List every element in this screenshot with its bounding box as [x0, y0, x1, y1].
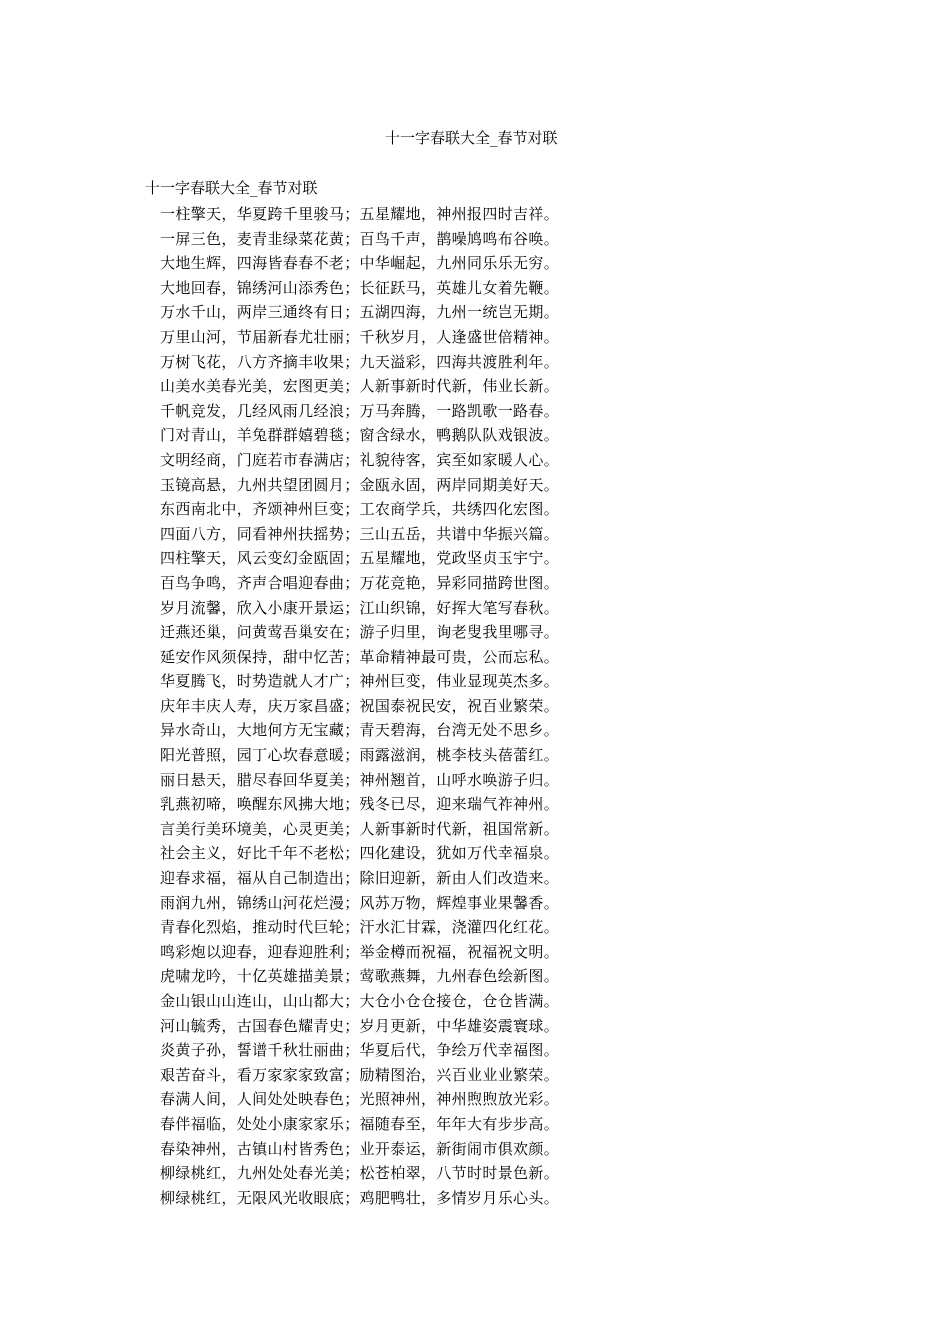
couplet-line: 言美行美环境美，心灵更美；人新事新时代新，祖国常新。: [160, 819, 560, 838]
couplet-line: 迁燕还巢，问黄莺吾巢安在；游子归里，询老叟我里哪寻。: [160, 623, 560, 642]
couplet-line: 虎啸龙吟，十亿英雄描美景；莺歌燕舞，九州春色绘新图。: [160, 967, 560, 986]
couplet-line: 柳绿桃红，九州处处春光美；松苍柏翠，八节时时景色新。: [160, 1164, 560, 1183]
couplet-line: 千帆竞发，几经风雨几经浪；万马奔腾，一路凯歌一路春。: [160, 401, 560, 420]
couplet-line: 丽日悬天，腊尽春回华夏美；神州翘首，山呼水唤游子归。: [160, 770, 560, 789]
couplet-line: 门对青山，羊兔群群嬉碧毯；窗含绿水，鸭鹅队队戏银波。: [160, 426, 560, 445]
couplet-line: 华夏腾飞，时势造就人才广；神州巨变，伟业显现英杰多。: [160, 672, 560, 691]
couplet-line: 青春化烈焰，推动时代巨轮；汗水汇甘霖，浇灌四化红花。: [160, 918, 560, 937]
couplet-line: 万里山河，节届新春尤壮丽；千秋岁月，人逢盛世倍精神。: [160, 327, 560, 346]
couplet-line: 文明经商，门庭若市春满店；礼貌待客，宾至如家暖人心。: [160, 450, 560, 469]
couplet-line: 异水奇山，大地何方无宝藏；青天碧海，台湾无处不思乡。: [160, 721, 560, 740]
couplet-line: 春伴福临，处处小康家家乐；福随春至，年年大有步步高。: [160, 1114, 560, 1133]
couplet-line: 艰苦奋斗，看万家家家致富；励精图治，兴百业业业繁荣。: [160, 1065, 560, 1084]
couplet-line: 雨润九州，锦绣山河花烂漫；风苏万物，辉煌事业果馨香。: [160, 893, 560, 912]
couplet-line: 春染神州，古镇山村皆秀色；业开泰运，新街闹市俱欢颜。: [160, 1139, 560, 1158]
couplet-line: 河山毓秀，古国春色耀青史；岁月更新，中华雄姿震寰球。: [160, 1016, 560, 1035]
couplet-line: 乳燕初啼，唤醒东风拂大地；残冬已尽，迎来瑞气祚神州。: [160, 795, 560, 814]
couplet-line: 四面八方，同看神州扶摇势；三山五岳，共谱中华振兴篇。: [160, 524, 560, 543]
couplet-line: 大地生辉，四海皆春春不老；中华崛起，九州同乐乐无穷。: [160, 254, 560, 273]
couplet-line: 山美水美春光美，宏图更美；人新事新时代新，伟业长新。: [160, 377, 560, 396]
couplet-line: 一柱擎天，华夏跨千里骏马；五星耀地，神州报四时吉祥。: [160, 205, 560, 223]
couplet-line: 万树飞花，八方齐摘丰收果；九天溢彩，四海共渡胜利年。: [160, 352, 560, 371]
couplet-line: 阳光普照，园丁心坎春意暖；雨露滋润，桃李枝头蓓蕾红。: [160, 746, 560, 765]
couplet-line: 延安作风须保持，甜中忆苦；革命精神最可贵，公而忘私。: [160, 647, 560, 666]
couplet-line: 金山银山山连山，山山都大；大仓小仓仓接仓，仓仓皆满。: [160, 992, 560, 1010]
couplet-line: 庆年丰庆人寿，庆万家昌盛；祝国泰祝民安，祝百业繁荣。: [160, 696, 560, 715]
couplet-line: 迎春求福，福从自己制造出；除旧迎新，新由人们改造来。: [160, 869, 560, 888]
section-heading: 十一字春联大全_春节对联: [145, 179, 318, 197]
couplet-list: [160, 202, 559, 1210]
couplet-line: 万水千山，两岸三通终有日；五湖四海，九州一统岂无期。: [160, 303, 560, 322]
couplet-line: 柳绿桃红，无限风光收眼底；鸡肥鸭壮，多情岁月乐心头。: [160, 1188, 560, 1207]
couplet-line: 一屏三色，麦青韭绿菜花黄；百鸟千声，鹊噪鸠鸣布谷唤。: [160, 229, 560, 248]
couplet-line: 大地回春，锦绣河山添秀色；长征跃马，英雄儿女着先鞭。: [160, 278, 560, 297]
couplet-line: 东西南北中，齐颂神州巨变；工农商学兵，共绣四化宏图。: [160, 500, 560, 519]
couplet-line: 四柱擎天，风云变幻金瓯固；五星耀地，党政坚贞玉宇宁。: [160, 549, 560, 568]
couplet-line: 春满人间，人间处处映春色；光照神州，神州煦煦放光彩。: [160, 1090, 560, 1109]
document-title: 十一字春联大全_春节对联: [385, 129, 558, 147]
couplet-line: 玉镜高悬，九州共望团圆月；金瓯永固，两岸同期美好天。: [160, 475, 560, 494]
couplet-line: 岁月流馨，欣入小康开景运；江山织锦，好挥大笔写春秋。: [160, 598, 560, 617]
couplet-line: 百鸟争鸣，齐声合唱迎春曲；万花竞艳，异彩同描跨世图。: [160, 573, 560, 592]
couplet-line: 鸣彩炮以迎春，迎春迎胜利；举金樽而祝福，祝福祝文明。: [160, 942, 560, 961]
couplet-line: 炎黄子孙，誓谱千秋壮丽曲；华夏后代，争绘万代幸福图。: [160, 1041, 560, 1060]
couplet-line: 社会主义，好比千年不老松；四化建设，犹如万代幸福泉。: [160, 844, 560, 863]
